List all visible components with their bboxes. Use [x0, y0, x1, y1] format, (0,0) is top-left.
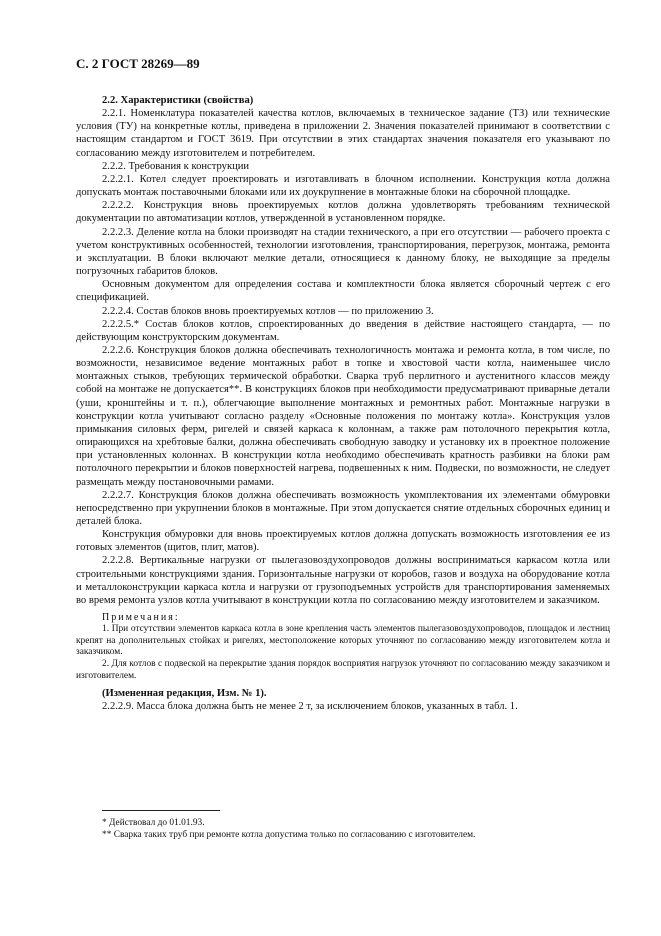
section-heading: 2.2. Характеристики (свойства)	[102, 95, 254, 106]
footnote: * Действовал до 01.01.93.	[102, 818, 205, 828]
paragraph: Конструкция обмуровки для вновь проектируемых котлов должна допускать возможность изготовления ее из готовых элементов (щитов, плит, матов).	[76, 529, 610, 554]
notes-title: Примечания:	[102, 612, 180, 624]
note-item: 2. Для котлов с подвеской на перекрытие здания порядок восприятия нагрузок уточняют по согласованию между заказчиком и изготовителем.	[76, 659, 610, 681]
paragraph: 2.2.2.9. Масса блока должна быть не менее 2 т, за исключением блоков, указанных в табл. 1.	[102, 701, 518, 713]
page-header: С. 2 ГОСТ 28269—89	[76, 56, 200, 71]
paragraph: 2.2.2. Требования к конструкции	[102, 160, 250, 172]
footnote-divider	[102, 810, 220, 811]
paragraph: 2.2.2.1. Котел следует проектировать и изготавливать в блочном исполнении. Конструкция котла должна допускать монтаж поставочными блоками или их доукрупнение в монтажные блоки на сборочной площадке.	[76, 173, 610, 199]
revision-label: (Измененная редакция, Изм. № 1).	[102, 688, 267, 700]
footnotes	[76, 810, 610, 841]
paragraph: 2.2.1. Номенклатура показателей качества котлов, включаемых в техническое задание (ТЗ) или технические условия (ТУ) на конкретные котлы, приведена в приложении 2. Значения показателей принимают в соответствии с настоящим стандартом и ГОСТ 3619. При отсутствии в этих стандартах значения показателя его указывают по согласованию между изготовителем и потребителем.	[76, 108, 610, 159]
paragraph: 2.2.2.5.* Состав блоков котлов, спроектированных до введения в действие настоящего стандарта, — по действующим конструкторским документам.	[76, 318, 610, 343]
paragraph: 2.2.2.7. Конструкция блоков должна обеспечивать возможность укомплектования их элементами обмуровки непосредственно при укрупнении блоков в монтажные. При этом допускается снятие отдельных сборочных единиц и деталей блока.	[76, 489, 610, 527]
paragraph: 2.2.2.8. Вертикальные нагрузки от пылегазовоздухопроводов должны восприниматься каркасом котла или строительными конструкциями здания. Горизонтальные нагрузки от коробов, газов и воздуха на оборудование котла и металлоконструкции каркаса котла и нагрузки от грузоподъемных устройств для транспортирования заменяемых во время ремонта узлов котла учитывают в конструкции котла по согласованию между изготовителем и заказчиком.	[76, 555, 610, 606]
paragraph: Основным документом для определения состава и комплектности блока является сборочный чертеж с его спецификацией.	[76, 279, 610, 304]
footnote: ** Сварка таких труб при ремонте котла допустима только по согласованию с изготовителем.	[102, 830, 476, 840]
paragraph: 2.2.2.3. Деление котла на блоки производят на стадии технического, а при его отсутствии — рабочего проекта с учетом конструктивных особенностей, технологии изготовления, транспортирования, перегрузок, монтажа, ремонта и эксплуатации. В блоки включают мелкие детали, относящиеся к данному блоку, не выходящие за пределы погрузочных габаритов блоков.	[76, 226, 610, 278]
document-body	[76, 94, 610, 714]
paragraph: 2.2.2.4. Состав блоков вновь проектируемых котлов — по приложению 3.	[102, 305, 434, 317]
note-item: 1. При отсутствии элементов каркаса котла в зоне крепления часть элементов пылегазовоздухопроводов, площадок и лестниц крепят на дополнительных стойках и ригелях, местоположение которых уточняют по согласованию между изготовителем котла и заказчиком.	[76, 624, 610, 658]
paragraph: 2.2.2.6. Конструкция блоков должна обеспечивать технологичность монтажа и ремонта котла, в том числе, по возможности, независимое ведение монтажных работ в топке и хвостовой части котла, наименьшее число монтажных стыков, требующих термической обработки. Сварка труб перлитного и аустенитного классов между собой на монтаже не допускается**. В конструкциях блоков при необходимости предусматривают приварные детали (уши, кронштейны и т. п.), облегчающие выполнение монтажных и ремонтных работ. Монтажные нагрузки в конструкции котла учитывают согласно разделу «Основные положения по монтажу котла». Конструкция узлов примыкания силовых ферм, ригелей и связей каркаса к колоннам, а также рам потолочного перекрытия котла, опирающихся на хребтовые балки, должна обеспечивать свободную заводку и установку их в проектное положение при установленных колоннах. В конструкции котла необходимо обеспечивать кратность разбивки на блоки рам потолочного перекрытии и блоков поверхностей нагрева, подвешенных к ним. Подвески, по возможности, не следует размещать между постановочными рамами.	[76, 344, 610, 488]
paragraph: 2.2.2.2. Конструкция вновь проектируемых котлов должна удовлетворять требованиям технической документации по автоматизации котлов, утвержденной в установленном порядке.	[76, 200, 610, 225]
